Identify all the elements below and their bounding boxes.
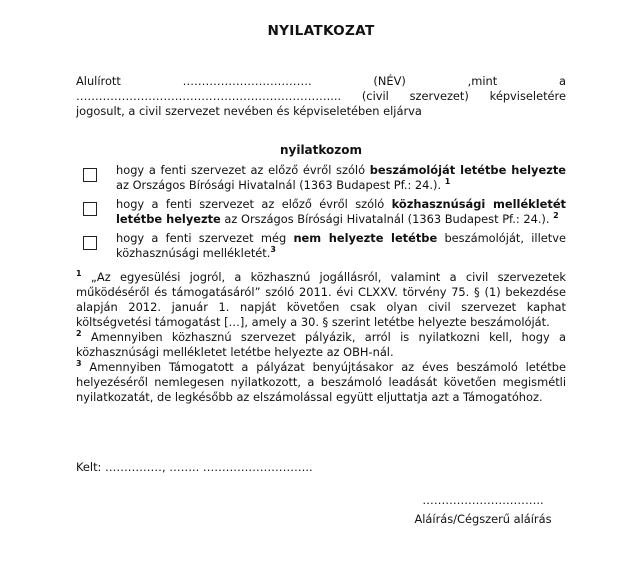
signature-line: ………………………….. — [422, 493, 544, 507]
checkbox-not-submitted[interactable] — [83, 236, 97, 250]
footnote-2 — [76, 330, 566, 360]
footnote-mark: 3 — [76, 359, 82, 369]
declaration-text: hogy a fenti szervezet az előző évről szóló — [116, 197, 392, 211]
signature-block — [398, 493, 568, 527]
footnote-mark: 2 — [76, 329, 82, 339]
document-title: NYILATKOZAT — [267, 23, 375, 39]
footnote-text: Amennyiben Támogatott a pályázat benyújtásakor az éves beszámoló letétbe helyezéséről nemlegesen nyilatkozott, a beszámoló leadását követően megismétli nyilatkozatát, de legkésőbb az elszámolással együtt eljuttatja azt a Támogatóhoz. — [76, 360, 566, 404]
date-place-line: Kelt: ……………, …….. ……………………….. — [76, 460, 313, 474]
checkbox-submitted-report[interactable] — [83, 168, 97, 182]
declaration-text: az Országos Bírósági Hivatalnál (1363 Budapest Pf.: 24.). — [116, 178, 442, 192]
footnote-text: Amennyiben közhasznú szervezet pályázik, arról is nyilatkozni kell, hogy a közhasznúsági mellékletet letétbe helyezte az OBH-nál. — [76, 330, 566, 359]
declaration-text: beszámolóját, illetve közhasznúsági mellékletét. — [116, 231, 566, 260]
declaration-emphasis: közhasznúsági mellékletét letétbe helyezte — [116, 197, 566, 226]
declaration-heading: nyilatkozom — [279, 143, 363, 157]
intro-paragraph: Alulírott ……………………………. (NÉV) ,mint a ………………………………………………………….... (civil szervezet) képviseletére jogosult, a civil szervezet nevében és képviseletében eljárva — [76, 74, 566, 118]
footnote-1 — [76, 270, 566, 330]
declaration-emphasis: beszámolóját letétbe helyezte — [369, 163, 566, 177]
footnote-3 — [76, 360, 566, 405]
footnote-mark: 1 — [76, 269, 82, 279]
declaration-text: hogy a fenti szervezet még — [116, 231, 294, 245]
declaration-text: hogy a fenti szervezet az előző évről szóló — [116, 163, 370, 177]
declaration-list — [76, 163, 566, 265]
footnote-reference: 3 — [270, 245, 276, 255]
footnote-reference: 1 — [444, 177, 451, 187]
declaration-emphasis: nem helyezte letétbe — [293, 231, 438, 245]
footnotes — [76, 270, 566, 405]
checkbox-submitted-annex[interactable] — [83, 202, 97, 216]
declaration-text: az Országos Bírósági Hivatalnál (1363 Budapest Pf.: 24.). — [220, 212, 550, 226]
signature-label: Aláírás/Cégszerű aláírás — [414, 512, 552, 526]
declaration-item-submitted-report — [76, 163, 566, 193]
declaration-item-not-submitted — [76, 231, 566, 261]
footnote-text: „Az egyesülési jogról, a közhasznú jogállásról, valamint a civil szervezetek működéséről és támogatásáról” szóló 2011. évi CLXXV. törvény 75. § (1) bekezdése alapján 2012. január 1. napját követően csak olyan civil szervezet kaphat költségvetési támogatást […], amely a 30. § szerint letétbe helyezte beszámolóját. — [76, 270, 566, 329]
footnote-reference: 2 — [553, 211, 559, 221]
declaration-item-submitted-annex — [76, 197, 566, 227]
